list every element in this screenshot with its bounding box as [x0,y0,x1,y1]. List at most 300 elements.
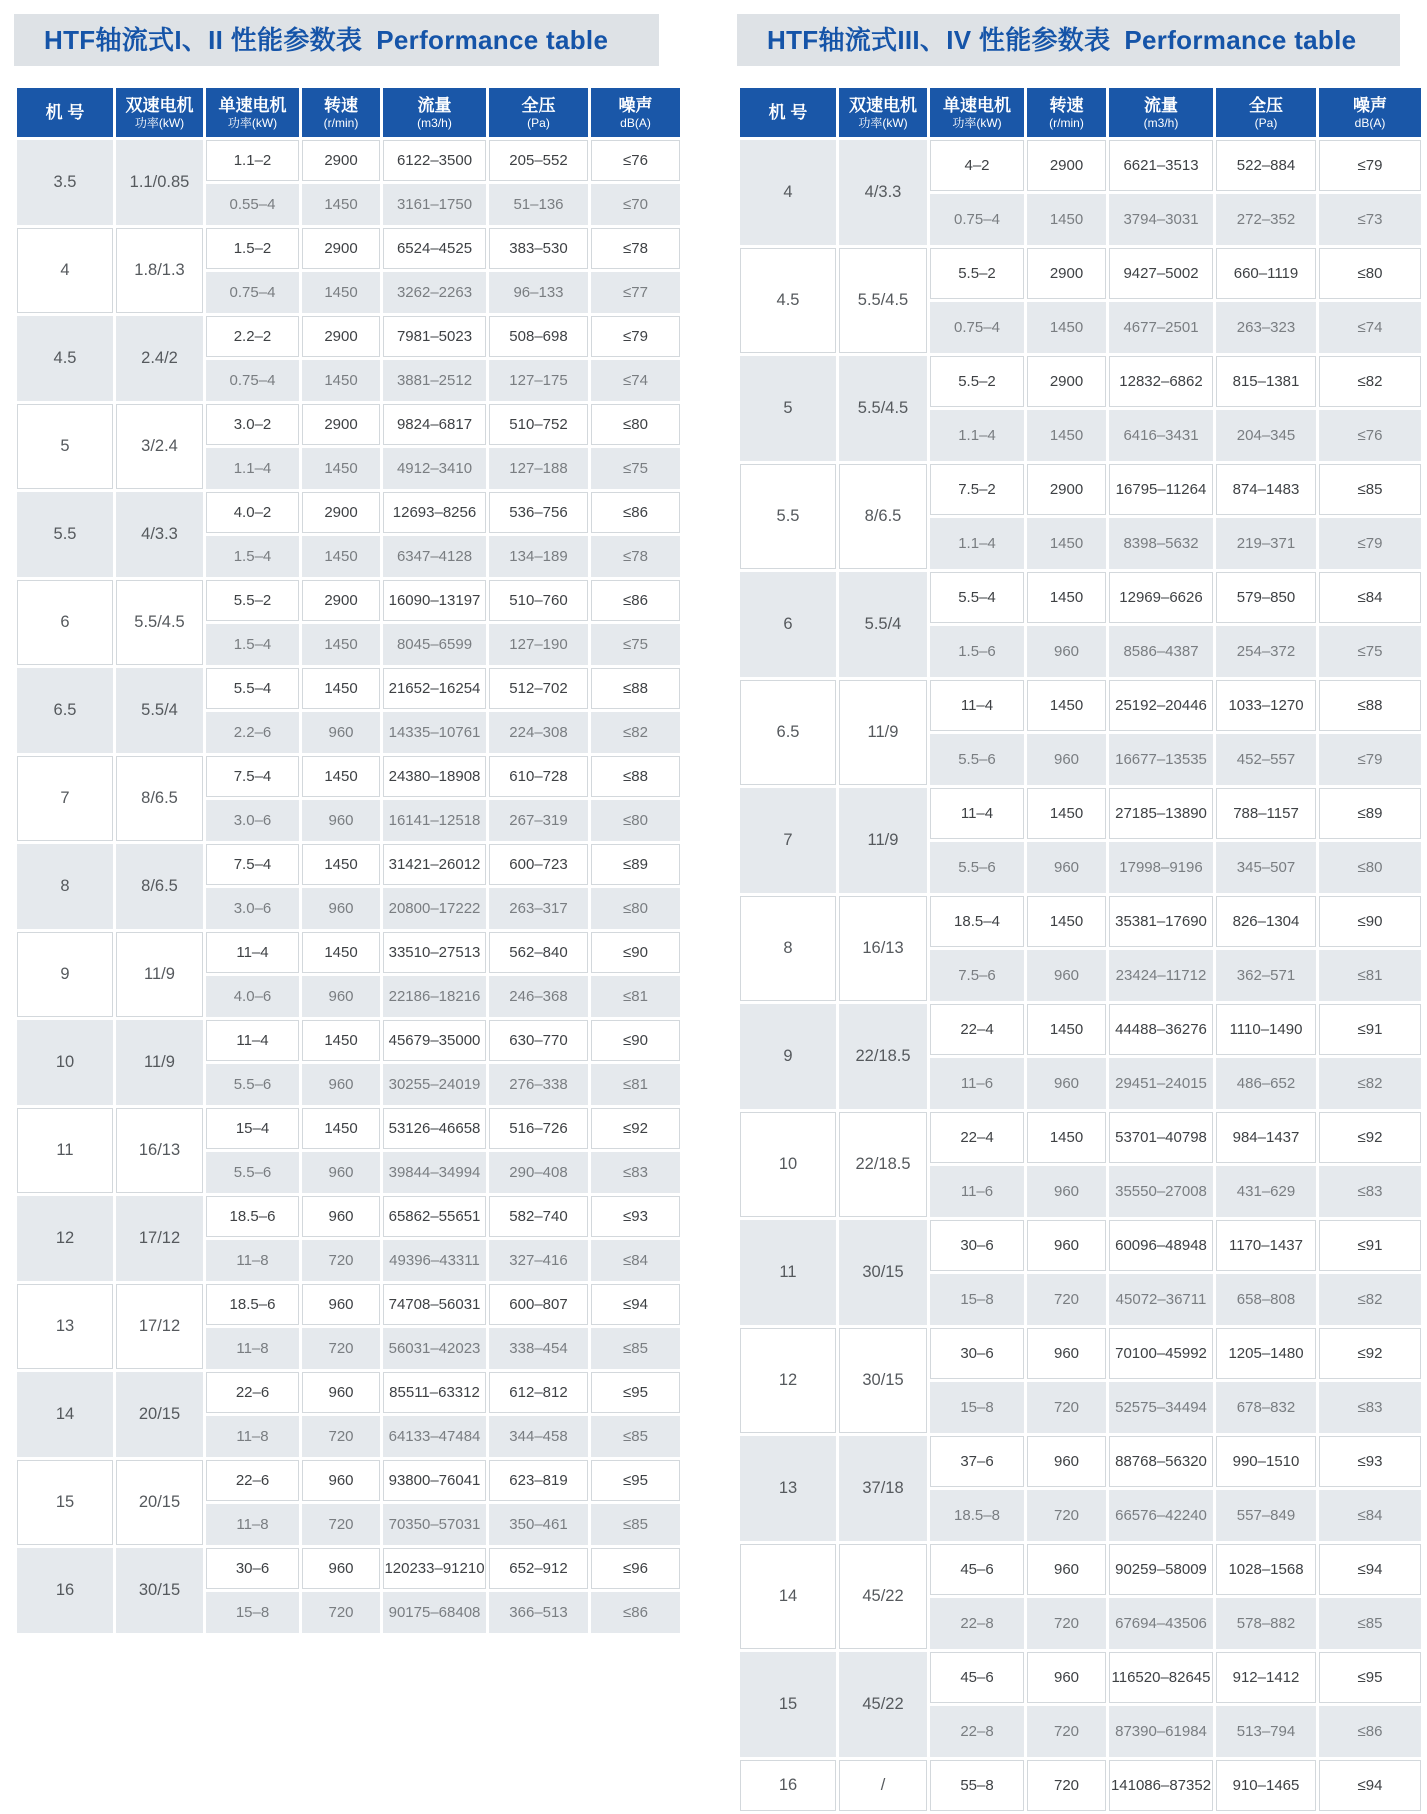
data-cell: 3262–2263 [383,272,486,313]
data-cell: 22–4 [930,1112,1024,1163]
data-cell: 5.5–6 [930,734,1024,785]
data-cell: 1.5–4 [206,536,299,577]
data-cell: 960 [1027,950,1106,1001]
data-cell: 11–6 [930,1058,1024,1109]
data-cell: 52575–34494 [1109,1382,1213,1433]
data-cell: 8045–6599 [383,624,486,665]
data-cell: 70350–57031 [383,1504,486,1545]
model-cell: 9 [740,1004,836,1109]
data-cell: 344–458 [489,1416,588,1457]
table-title-cn: HTF轴流式III、IV 性能参数表 [767,25,1111,55]
data-cell: 224–308 [489,712,588,753]
model-cell: 6 [740,572,836,677]
table-row [740,1220,1421,1271]
data-cell: 205–552 [489,140,588,181]
data-cell: ≤82 [1319,356,1421,407]
data-cell: 87390–61984 [1109,1706,1213,1757]
data-cell: 1170–1437 [1216,1220,1316,1271]
data-cell: 2900 [302,316,380,357]
data-cell: 960 [302,1548,380,1589]
model-cell: 5.5 [17,492,113,577]
data-cell: 1450 [302,448,380,489]
data-cell: 127–188 [489,448,588,489]
data-cell: 51–136 [489,184,588,225]
table-row [17,1460,680,1501]
data-cell: ≤83 [1319,1382,1421,1433]
data-cell: 8586–4387 [1109,626,1213,677]
data-cell: 33510–27513 [383,932,486,973]
data-cell: ≤70 [591,184,680,225]
data-cell: 53126–46658 [383,1108,486,1149]
data-cell: 14335–10761 [383,712,486,753]
performance-section-1 [14,14,659,1636]
column-header: 机 号 [17,88,113,137]
data-cell: 11–4 [930,680,1024,731]
data-cell: 15–8 [930,1382,1024,1433]
data-cell: 610–728 [489,756,588,797]
table-row [740,1112,1421,1163]
data-cell: 960 [302,976,380,1017]
dual-power-cell: 17/12 [116,1196,203,1281]
data-cell: 345–507 [1216,842,1316,893]
data-cell: 1450 [302,1020,380,1061]
data-cell: ≤94 [591,1284,680,1325]
data-cell: ≤94 [1319,1544,1421,1595]
data-cell: ≤79 [1319,140,1421,191]
table-row [740,464,1421,515]
dual-power-cell: 8/6.5 [116,844,203,929]
data-cell: 16090–13197 [383,580,486,621]
model-cell: 8 [17,844,113,929]
data-cell: 1.1–2 [206,140,299,181]
data-cell: 508–698 [489,316,588,357]
model-cell: 4 [740,140,836,245]
model-cell: 16 [17,1548,113,1633]
data-cell: 1450 [302,272,380,313]
header-row [17,88,680,137]
data-cell: 5.5–2 [930,356,1024,407]
table-row [17,404,680,445]
data-cell: 6416–3431 [1109,410,1213,461]
data-cell: 11–8 [206,1240,299,1281]
data-cell: ≤84 [1319,572,1421,623]
data-cell: 516–726 [489,1108,588,1149]
data-cell: 21652–16254 [383,668,486,709]
data-cell: 826–1304 [1216,896,1316,947]
data-cell: 22–8 [930,1598,1024,1649]
column-header: 流量 (m3/h) [383,88,486,137]
data-cell: ≤89 [1319,788,1421,839]
data-cell: 8398–5632 [1109,518,1213,569]
data-cell: ≤74 [591,360,680,401]
data-cell: 18.5–6 [206,1284,299,1325]
data-cell: ≤93 [591,1196,680,1237]
data-cell: 984–1437 [1216,1112,1316,1163]
dual-power-cell: 16/13 [839,896,927,1001]
data-cell: 30–6 [930,1328,1024,1379]
data-cell: 960 [1027,626,1106,677]
data-cell: ≤75 [591,448,680,489]
dual-power-cell: / [839,1760,927,1811]
data-cell: 90259–58009 [1109,1544,1213,1595]
data-cell: ≤83 [1319,1166,1421,1217]
table-row [17,1196,680,1237]
model-cell: 5.5 [740,464,836,569]
dual-power-cell: 1.1/0.85 [116,140,203,225]
model-cell: 11 [17,1108,113,1193]
data-cell: 510–752 [489,404,588,445]
data-cell: 141086–87352 [1109,1760,1213,1811]
table-row [740,1652,1421,1703]
table-row [740,680,1421,731]
data-cell: ≤80 [591,888,680,929]
model-cell: 7 [740,788,836,893]
table-row [17,1372,680,1413]
table-row [17,932,680,973]
dual-power-cell: 45/22 [839,1652,927,1757]
table-row [17,580,680,621]
table-row [740,140,1421,191]
table-row [17,1020,680,1061]
model-cell: 4 [17,228,113,313]
dual-power-cell: 11/9 [839,788,927,893]
data-cell: 12693–8256 [383,492,486,533]
data-cell: 720 [1027,1382,1106,1433]
dual-power-cell: 1.8/1.3 [116,228,203,313]
data-cell: ≤76 [1319,410,1421,461]
column-header: 噪声 dB(A) [1319,88,1421,137]
data-cell: 1.1–4 [930,410,1024,461]
model-cell: 13 [17,1284,113,1369]
data-cell: 815–1381 [1216,356,1316,407]
table-row [17,1284,680,1325]
data-cell: 788–1157 [1216,788,1316,839]
data-cell: ≤79 [1319,734,1421,785]
data-cell: 11–4 [206,932,299,973]
model-cell: 4.5 [17,316,113,401]
data-cell: 990–1510 [1216,1436,1316,1487]
table-row [740,1004,1421,1055]
data-cell: ≤88 [591,756,680,797]
data-cell: 5.5–6 [930,842,1024,893]
table-row [740,1328,1421,1379]
data-cell: 4–2 [930,140,1024,191]
data-cell: ≤92 [1319,1328,1421,1379]
data-cell: 1450 [1027,194,1106,245]
data-cell: 582–740 [489,1196,588,1237]
data-cell: 15–4 [206,1108,299,1149]
data-cell: 1450 [1027,518,1106,569]
data-cell: ≤88 [1319,680,1421,731]
data-cell: 960 [1027,1328,1106,1379]
model-cell: 3.5 [17,140,113,225]
data-cell: 70100–45992 [1109,1328,1213,1379]
data-cell: 658–808 [1216,1274,1316,1325]
data-cell: 267–319 [489,800,588,841]
data-cell: 1205–1480 [1216,1328,1316,1379]
data-cell: 623–819 [489,1460,588,1501]
data-cell: 720 [302,1504,380,1545]
data-cell: ≤91 [1319,1004,1421,1055]
data-cell: 27185–13890 [1109,788,1213,839]
data-cell: 9427–5002 [1109,248,1213,299]
data-cell: ≤95 [1319,1652,1421,1703]
data-cell: 11–4 [206,1020,299,1061]
data-cell: 246–368 [489,976,588,1017]
data-cell: 660–1119 [1216,248,1316,299]
data-cell: 31421–26012 [383,844,486,885]
data-cell: 5.5–6 [206,1064,299,1105]
data-cell: 127–175 [489,360,588,401]
dual-power-cell: 5.5/4 [116,668,203,753]
data-cell: ≤86 [591,492,680,533]
column-header: 流量 (m3/h) [1109,88,1213,137]
table-row [740,356,1421,407]
data-cell: 290–408 [489,1152,588,1193]
data-cell: 17998–9196 [1109,842,1213,893]
data-cell: 30–6 [206,1548,299,1589]
data-cell: 254–372 [1216,626,1316,677]
data-cell: ≤81 [591,1064,680,1105]
data-cell: 276–338 [489,1064,588,1105]
table-title-en: Performance table [1124,25,1357,55]
data-cell: 35381–17690 [1109,896,1213,947]
data-cell: 431–629 [1216,1166,1316,1217]
table-title [14,14,659,66]
data-cell: ≤80 [1319,248,1421,299]
data-cell: 720 [302,1240,380,1281]
data-cell: 4912–3410 [383,448,486,489]
table-row [740,1436,1421,1487]
data-cell: 3161–1750 [383,184,486,225]
data-cell: 56031–42023 [383,1328,486,1369]
data-cell: 510–760 [489,580,588,621]
data-cell: 0.75–4 [206,272,299,313]
data-cell: 9824–6817 [383,404,486,445]
data-cell: ≤93 [1319,1436,1421,1487]
column-header: 全压 (Pa) [1216,88,1316,137]
dual-power-cell: 30/15 [839,1328,927,1433]
data-cell: 1450 [302,932,380,973]
model-cell: 15 [740,1652,836,1757]
data-cell: 12832–6862 [1109,356,1213,407]
data-cell: 45072–36711 [1109,1274,1213,1325]
model-cell: 10 [740,1112,836,1217]
header-row [740,88,1421,137]
data-cell: 18.5–6 [206,1196,299,1237]
data-cell: 74708–56031 [383,1284,486,1325]
dual-power-cell: 30/15 [839,1220,927,1325]
data-cell: 39844–34994 [383,1152,486,1193]
model-cell: 7 [17,756,113,841]
dual-power-cell: 37/18 [839,1436,927,1541]
data-cell: ≤86 [591,580,680,621]
data-cell: 65862–55651 [383,1196,486,1237]
data-cell: 486–652 [1216,1058,1316,1109]
data-cell: 96–133 [489,272,588,313]
table-title-en: Performance table [376,25,609,55]
dual-power-cell: 16/13 [116,1108,203,1193]
data-cell: 960 [302,888,380,929]
data-cell: 263–323 [1216,302,1316,353]
data-cell: 12969–6626 [1109,572,1213,623]
data-cell: 44488–36276 [1109,1004,1213,1055]
data-cell: 1.1–4 [930,518,1024,569]
data-cell: 7.5–6 [930,950,1024,1001]
model-cell: 6 [17,580,113,665]
data-cell: ≤83 [591,1152,680,1193]
table-row [17,1108,680,1149]
data-cell: 127–190 [489,624,588,665]
data-cell: 7.5–4 [206,756,299,797]
data-cell: 910–1465 [1216,1760,1316,1811]
data-cell: ≤80 [591,404,680,445]
model-cell: 8 [740,896,836,1001]
data-cell: 912–1412 [1216,1652,1316,1703]
data-cell: 1.5–2 [206,228,299,269]
data-cell: 383–530 [489,228,588,269]
model-cell: 13 [740,1436,836,1541]
data-cell: 960 [1027,1652,1106,1703]
data-cell: 1033–1270 [1216,680,1316,731]
data-cell: 53701–40798 [1109,1112,1213,1163]
data-cell: 11–8 [206,1328,299,1369]
dual-power-cell: 5.5/4 [839,572,927,677]
data-cell: 4677–2501 [1109,302,1213,353]
data-cell: 1028–1568 [1216,1544,1316,1595]
data-cell: 18.5–8 [930,1490,1024,1541]
data-cell: 678–832 [1216,1382,1316,1433]
data-cell: 513–794 [1216,1706,1316,1757]
table-row [17,844,680,885]
data-cell: 1450 [1027,1112,1106,1163]
table-row [740,896,1421,947]
data-cell: 85511–63312 [383,1372,486,1413]
data-cell: 600–723 [489,844,588,885]
data-cell: ≤86 [591,1592,680,1633]
data-cell: ≤90 [591,1020,680,1061]
model-cell: 4.5 [740,248,836,353]
data-cell: 562–840 [489,932,588,973]
data-cell: 37–6 [930,1436,1024,1487]
data-cell: 720 [1027,1274,1106,1325]
model-cell: 11 [740,1220,836,1325]
data-cell: 3881–2512 [383,360,486,401]
data-cell: 2900 [302,228,380,269]
data-cell: ≤88 [591,668,680,709]
data-cell: 960 [1027,1220,1106,1271]
data-cell: 612–812 [489,1372,588,1413]
data-cell: 338–454 [489,1328,588,1369]
data-cell: 55–8 [930,1760,1024,1811]
data-cell: 116520–82645 [1109,1652,1213,1703]
data-cell: 960 [302,1152,380,1193]
data-cell: 2900 [302,492,380,533]
data-cell: 67694–43506 [1109,1598,1213,1649]
data-cell: 1110–1490 [1216,1004,1316,1055]
data-cell: 960 [1027,734,1106,785]
model-cell: 9 [17,932,113,1017]
data-cell: 366–513 [489,1592,588,1633]
data-cell: ≤95 [591,1460,680,1501]
dual-power-cell: 11/9 [116,932,203,1017]
data-cell: 15–8 [206,1592,299,1633]
table-row [740,788,1421,839]
table-row [17,316,680,357]
data-cell: 0.75–4 [930,302,1024,353]
data-cell: ≤76 [591,140,680,181]
data-cell: ≤78 [591,536,680,577]
performance-table-2 [737,85,1424,1814]
data-cell: 720 [302,1328,380,1369]
column-header: 转速 (r/min) [302,88,380,137]
data-cell: 7.5–2 [930,464,1024,515]
data-cell: 1450 [1027,1004,1106,1055]
table-title-cn: HTF轴流式I、II 性能参数表 [44,25,363,55]
data-cell: 1450 [302,844,380,885]
data-cell: 630–770 [489,1020,588,1061]
data-cell: 66576–42240 [1109,1490,1213,1541]
column-header: 双速电机 功率(kW) [839,88,927,137]
column-header: 机 号 [740,88,836,137]
model-cell: 5 [740,356,836,461]
model-cell: 5 [17,404,113,489]
model-cell: 14 [17,1372,113,1457]
data-cell: 30–6 [930,1220,1024,1271]
model-cell: 6.5 [740,680,836,785]
data-cell: ≤80 [591,800,680,841]
data-cell: 2900 [1027,356,1106,407]
data-cell: 1450 [302,536,380,577]
data-cell: 22–4 [930,1004,1024,1055]
data-cell: 960 [1027,1436,1106,1487]
column-header: 单速电机 功率(kW) [930,88,1024,137]
data-cell: 3794–3031 [1109,194,1213,245]
column-header: 单速电机 功率(kW) [206,88,299,137]
data-cell: 64133–47484 [383,1416,486,1457]
data-cell: 29451–24015 [1109,1058,1213,1109]
performance-table-1 [14,85,683,1636]
data-cell: 6347–4128 [383,536,486,577]
data-cell: 960 [302,712,380,753]
data-cell: 7.5–4 [206,844,299,885]
data-cell: 5.5–2 [206,580,299,621]
data-cell: ≤85 [1319,464,1421,515]
column-header: 双速电机 功率(kW) [116,88,203,137]
data-cell: ≤78 [591,228,680,269]
data-cell: ≤85 [591,1416,680,1457]
data-cell: ≤94 [1319,1760,1421,1811]
data-cell: 0.75–4 [206,360,299,401]
data-cell: 120233–91210 [383,1548,486,1589]
data-cell: 960 [302,800,380,841]
data-cell: ≤92 [591,1108,680,1149]
data-cell: 960 [1027,842,1106,893]
data-cell: ≤96 [591,1548,680,1589]
data-cell: 720 [302,1592,380,1633]
data-cell: 7981–5023 [383,316,486,357]
data-cell: 2.2–6 [206,712,299,753]
data-cell: 960 [302,1284,380,1325]
data-cell: 45679–35000 [383,1020,486,1061]
dual-power-cell: 8/6.5 [839,464,927,569]
data-cell: ≤81 [591,976,680,1017]
data-cell: ≤79 [591,316,680,357]
model-cell: 15 [17,1460,113,1545]
dual-power-cell: 11/9 [839,680,927,785]
data-cell: 11–8 [206,1416,299,1457]
data-cell: 557–849 [1216,1490,1316,1541]
